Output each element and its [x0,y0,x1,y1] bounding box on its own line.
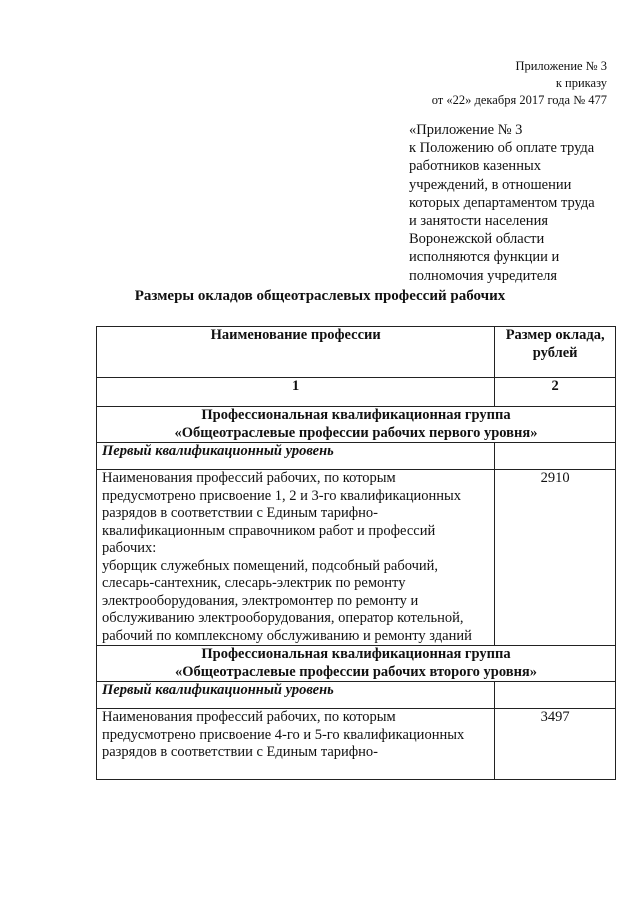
empty-cell [495,682,616,709]
profession-description [97,709,495,780]
group-header-line: Профессиональная квалификационная группа [201,407,511,423]
regulation-line: учреждений, в отношении [409,176,572,193]
appendix-header [432,58,607,109]
salary-value: 2910 [495,470,616,646]
description-line: предусмотрено присвоение 1, 2 и 3-го квалификационных [102,487,462,504]
level-row [97,443,616,470]
regulation-line: «Приложение № 3 [409,122,523,138]
salary-header-line: Размер оклада, [505,327,605,343]
column-header-profession: Наименование профессии [97,327,495,378]
description-line: рабочих: [102,540,157,556]
table-header-row [97,327,616,378]
description-line: рабочий по комплексному обслуживанию и ремонту зданий [102,627,472,644]
description-line: разрядов в соответствии с Единым тарифно- [102,744,379,760]
description-line: слесарь-сантехник, слесарь-электрик по ремонту [102,575,406,591]
salary-value: 3497 [495,709,616,780]
description-line: обслуживанию электрооборудования, оператор котельной, [102,610,464,626]
column-number: 1 [97,378,495,407]
qualification-level: Первый квалификационный уровень [97,682,495,709]
group-header-row [97,646,616,682]
description-line: Наименования профессий рабочих, по которым [102,470,396,486]
description-line: разрядов в соответствии с Единым тарифно- [102,505,379,521]
group-header [97,646,616,682]
group-header-line: Профессиональная квалификационная группа [201,646,511,662]
column-number: 2 [495,378,616,407]
profession-description [97,470,495,646]
group-header-line: «Общеотраслевые профессии рабочих первого уровня» [174,424,538,441]
appendix-number: Приложение № 3 [515,59,607,73]
regulation-line: работников казенных [409,158,541,175]
group-header [97,407,616,443]
regulation-line: которых департаментом труда [409,194,595,211]
table-row [97,470,616,646]
document-title: Размеры окладов общеотраслевых профессий рабочих [134,288,506,304]
column-number-row [97,378,616,407]
regulation-line: Воронежской области [409,231,545,248]
regulation-reference [409,121,595,285]
regulation-line: к Положению об оплате труда [409,140,595,157]
group-header-line: «Общеотраслевые профессии рабочих второго уровня» [174,663,538,680]
salary-table [96,326,616,780]
group-header-row [97,407,616,443]
description-spacer [102,762,489,779]
level-row [97,682,616,709]
column-header-salary [495,327,616,378]
appendix-order-date: от «22» декабря 2017 года № 477 [431,93,607,107]
description-line: уборщик служебных помещений, подсобный рабочий, [102,557,439,574]
empty-cell [495,443,616,470]
regulation-line: и занятости населения [409,213,548,230]
table-row [97,709,616,780]
description-line: квалификационным справочником работ и профессий [102,522,436,539]
description-line: предусмотрено присвоение 4-го и 5-го квалификационных [102,726,465,743]
salary-header-line: рублей [532,344,578,361]
regulation-line: исполняются функции и [409,249,560,266]
appendix-order-ref: к приказу [555,76,607,90]
description-line: Наименования профессий рабочих, по которым [102,709,396,725]
qualification-level: Первый квалификационный уровень [97,443,495,470]
regulation-line: полномочия учредителя [409,267,558,284]
description-line: электрооборудования, электромонтер по ремонту и [102,592,419,609]
